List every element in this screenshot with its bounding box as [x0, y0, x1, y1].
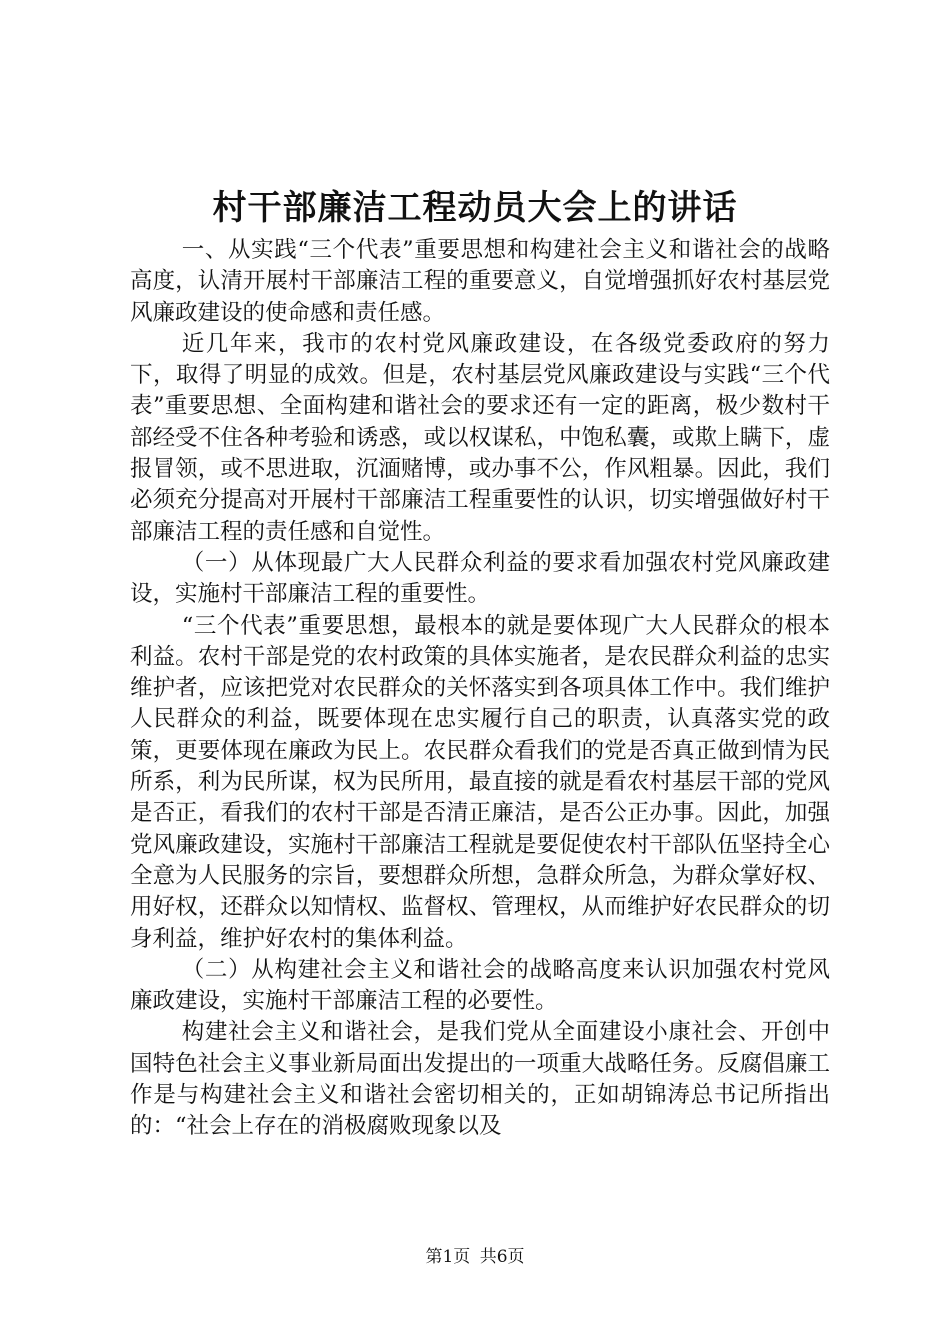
paragraph: （一）从体现最广大人民群众利益的要求看加强农村党风廉政建设，实施村干部廉洁工程的重要性。	[130, 549, 830, 608]
page-number: 第1页	[425, 1247, 471, 1267]
page-footer	[0, 1245, 950, 1269]
paragraph: “三个代表”重要思想，最根本的就是要体现广大人民群众的根本利益。农村干部是党的农村政策的具体实施者，是农民群众利益的忠实维护者，应该把党对农民群众的关怀落实到各项具体工作中。我们维护人民群众的利益，既要体现在忠实履行自己的职责，认真落实党的政策，更要体现在廉政为民上。农民群众看我们的党是否真正做到情为民所系，利为民所谋，权为民所用，最直接的就是看农村基层干部的党风是否正，看我们的农村干部是否清正廉洁，是否公正办事。因此，加强党风廉政建设，实施村干部廉洁工程就是要促使农村干部队伍坚持全心全意为人民服务的宗旨，要想群众所想，急群众所急，为群众掌好权、用好权，还群众以知情权、监督权、管理权，从而维护好农民群众的切身利益，维护好农村的集体利益。	[130, 612, 830, 952]
paragraph: （二）从构建社会主义和谐社会的战略高度来认识加强农村党风廉政建设，实施村干部廉洁工程的必要性。	[130, 956, 830, 1015]
document-body	[130, 235, 830, 1143]
document-title: 村干部廉洁工程动员大会上的讲话	[212, 188, 738, 228]
paragraph: 一、从实践“三个代表”重要思想和构建社会主义和谐社会的战略高度，认清开展村干部廉洁工程的重要意义，自觉增强抓好农村基层党风廉政建设的使命感和责任感。	[130, 237, 830, 326]
paragraph: 近几年来，我市的农村党风廉政建设，在各级党委政府的努力下，取得了明显的成效。但是，农村基层党风廉政建设与实践“三个代表”重要思想、全面构建和谐社会的要求还有一定的距离，极少数村干部经受不住各种考验和诱惑，或以权谋私，中饱私囊，或欺上瞒下，虚报冒领，或不思进取，沉湎赌博，或办事不公，作风粗暴。因此，我们必须充分提高对开展村干部廉洁工程重要性的认识，切实增强做好村干部廉洁工程的责任感和自觉性。	[130, 330, 830, 545]
paragraph: 构建社会主义和谐社会，是我们党从全面建设小康社会、开创中国特色社会主义事业新局面出发提出的一项重大战略任务。反腐倡廉工作是与构建社会主义和谐社会密切相关的，正如胡锦涛总书记所指出的：“社会上存在的消极腐败现象以及	[130, 1019, 830, 1140]
page-total: 共6页	[479, 1247, 525, 1267]
